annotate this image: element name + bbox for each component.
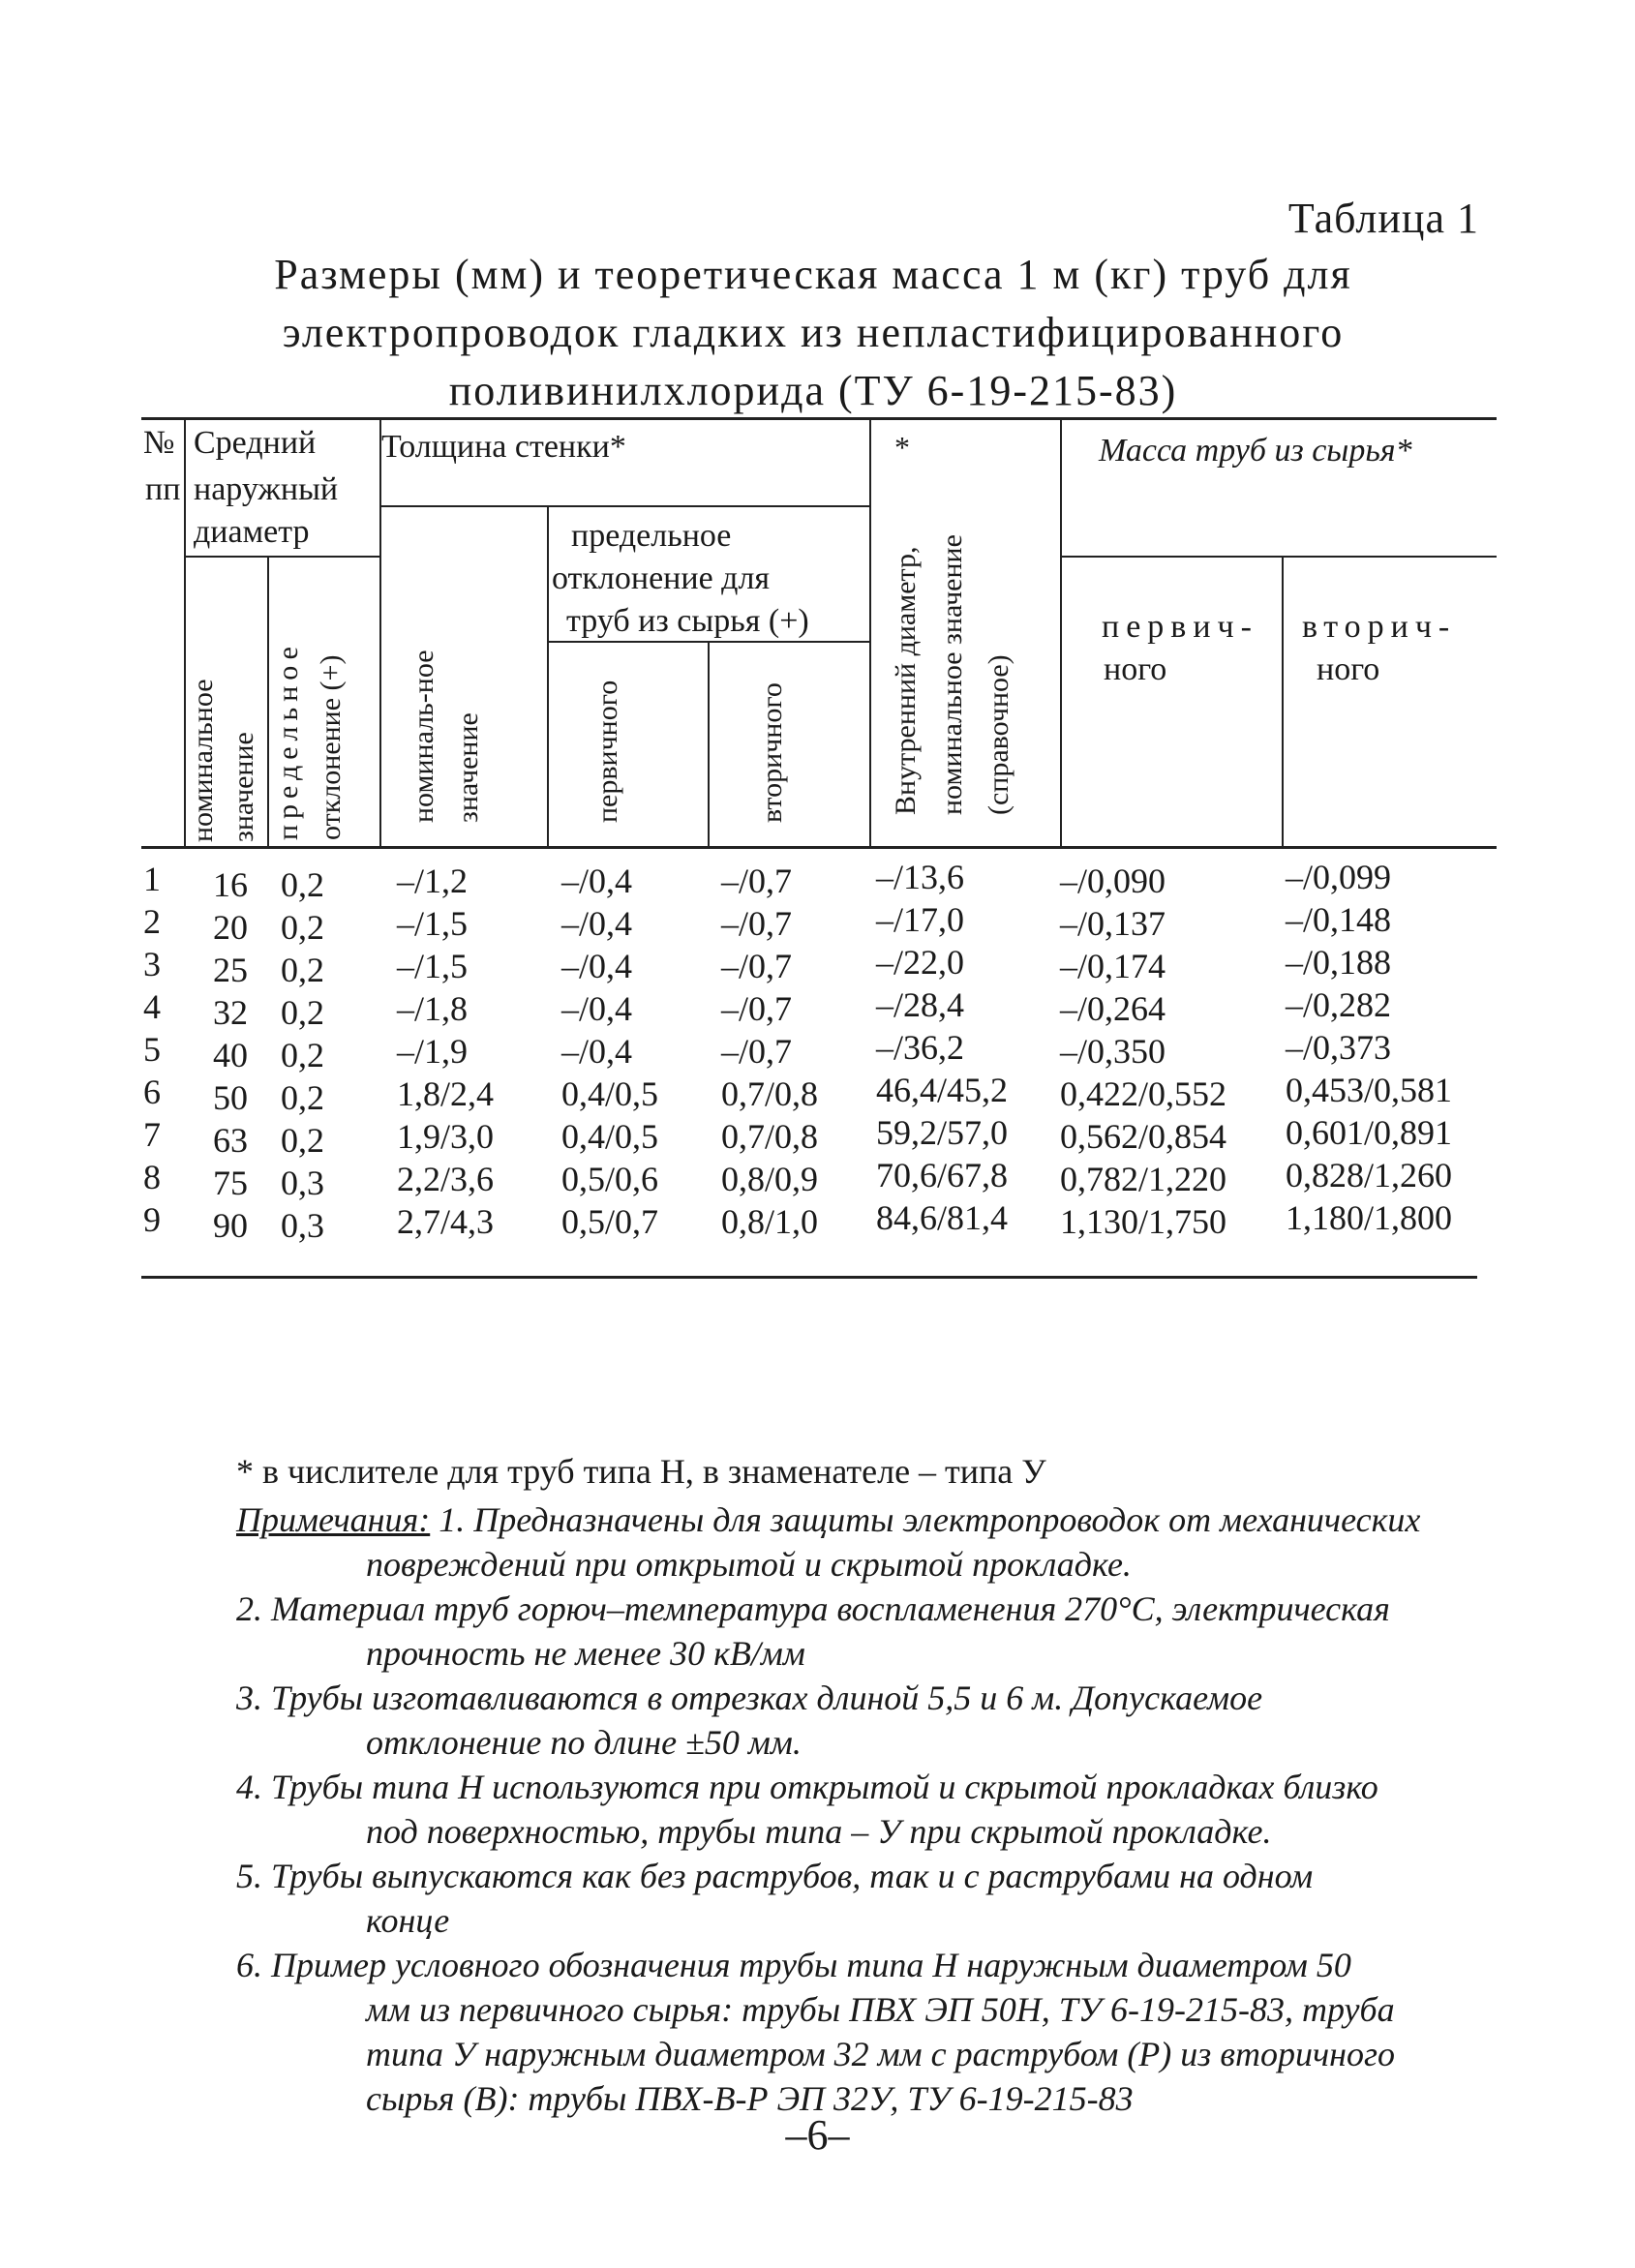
cell-inner: 46,4/45,2 xyxy=(876,1071,1009,1109)
header-bottom-border xyxy=(141,846,1497,849)
header-wall-secondary: вторичного xyxy=(756,682,788,823)
note-6-line-1: 6. Пример условного обозначения трубы типа Н наружным диаметром 50 xyxy=(236,1946,1351,1984)
cell-wall-primary: –/0,4 xyxy=(561,989,633,1028)
note-1-line-1: 1. Предназначены для защиты электропроводок от механических xyxy=(430,1500,1421,1539)
note-1 xyxy=(236,1498,1420,1541)
note-6-line-2: мм из первичного сырья: трубы ПВХ ЭП 50Н, ТУ 6-19-215-83, труба xyxy=(366,1990,1395,2029)
cell-diam: 32 xyxy=(213,993,248,1032)
cell-wall-primary: 0,4/0,5 xyxy=(561,1074,659,1113)
cell-wall-secondary: –/0,7 xyxy=(721,989,793,1028)
cell-wall-primary: –/0,4 xyxy=(561,1032,633,1071)
note-4-line-1: 4. Трубы типа Н используются при открытой и скрытой прокладках близко xyxy=(236,1768,1378,1806)
table-title-line-2: электропроводок гладких из непластифицированного xyxy=(282,309,1345,356)
header-wall-nominal-1: номиналь-ное xyxy=(408,650,439,823)
cell-mass-secondary: –/0,373 xyxy=(1286,1028,1392,1067)
cell-diam: 63 xyxy=(213,1121,248,1160)
cell-diam: 90 xyxy=(213,1206,248,1245)
note-6-line-4: сырья (В): трубы ПВХ-В-Р ЭП 32У, ТУ 6-19-215-83 xyxy=(366,2079,1134,2118)
cell-diam-dev: 0,2 xyxy=(281,1078,324,1117)
cell-inner: –/28,4 xyxy=(876,985,965,1024)
header-inner-star: * xyxy=(894,430,910,465)
note-5-line-1: 5. Трубы выпускаются как без раструбов, так и с раструбами на одном xyxy=(236,1857,1314,1895)
header-wall-nominal-2: значение xyxy=(452,712,484,823)
cell-mass-primary: –/0,350 xyxy=(1060,1032,1166,1071)
cell-wall-secondary: 0,8/1,0 xyxy=(721,1202,819,1241)
cell-diam-dev: 0,2 xyxy=(281,1036,324,1074)
cell-wall-primary: –/0,4 xyxy=(561,904,633,943)
diam-header-divider xyxy=(184,556,379,558)
cell-wall-secondary: –/0,7 xyxy=(721,904,793,943)
cell-mass-primary: –/0,264 xyxy=(1060,989,1166,1028)
cell-diam: 25 xyxy=(213,951,248,989)
cell-inner: –/17,0 xyxy=(876,900,965,939)
note-3-line-2: отклонение по длине ±50 мм. xyxy=(366,1723,802,1762)
cell-diam: 16 xyxy=(213,865,248,904)
notes-label: Примечания: xyxy=(236,1500,431,1539)
cell-mass-primary: 1,130/1,750 xyxy=(1060,1202,1227,1241)
col-sep-mass-prim xyxy=(1282,557,1284,848)
cell-wall-secondary: 0,7/0,8 xyxy=(721,1074,819,1113)
note-6-line-3: типа У наружным диаметром 32 мм с раструбом (Р) из вторичного xyxy=(366,2035,1396,2073)
cell-diam-dev: 0,3 xyxy=(281,1206,324,1245)
cell-num: 3 xyxy=(143,945,161,983)
cell-wall: –/1,9 xyxy=(397,1032,469,1071)
header-num-1: № xyxy=(143,425,175,461)
cell-wall-primary: 0,4/0,5 xyxy=(561,1117,659,1156)
header-inner-2: номинальное значение xyxy=(936,534,968,815)
header-diam-2: наружный xyxy=(194,471,339,507)
cell-mass-secondary: –/0,282 xyxy=(1286,985,1392,1024)
cell-wall-secondary: 0,7/0,8 xyxy=(721,1117,819,1156)
cell-num: 6 xyxy=(143,1073,161,1111)
header-wall: Толщина стенки* xyxy=(381,429,626,465)
table-title-line-3: поливинилхлорида (ТУ 6-19-215-83) xyxy=(448,367,1178,414)
col-sep-inner xyxy=(869,417,871,848)
wall-header-divider xyxy=(379,505,869,507)
header-diam-1: Средний xyxy=(194,425,317,461)
cell-inner: –/22,0 xyxy=(876,943,965,982)
cell-wall-secondary: –/0,7 xyxy=(721,1032,793,1071)
cell-num: 5 xyxy=(143,1030,161,1069)
cell-wall-primary: –/0,4 xyxy=(561,862,633,900)
cell-num: 9 xyxy=(143,1200,161,1239)
note-2-line-1: 2. Материал труб горюч–температура воспламенения 270°С, электрическая xyxy=(236,1589,1390,1628)
cell-diam: 20 xyxy=(213,908,248,947)
cell-mass-secondary: 0,828/1,260 xyxy=(1286,1156,1453,1194)
cell-diam-dev: 0,2 xyxy=(281,865,324,904)
cell-wall-secondary: –/0,7 xyxy=(721,862,793,900)
cell-mass-primary: 0,562/0,854 xyxy=(1060,1117,1227,1156)
note-star: * в числителе для труб типа Н, в знаменателе – типа У xyxy=(236,1452,1046,1491)
header-diam-nominal-2: значение xyxy=(227,732,259,842)
page-number: –6– xyxy=(785,2111,850,2159)
header-diam-dev-2: отклонение (+) xyxy=(315,654,347,840)
cell-diam-dev: 0,2 xyxy=(281,908,324,947)
cell-inner: –/13,6 xyxy=(876,858,965,896)
cell-num: 4 xyxy=(143,987,161,1026)
header-num-2: пп xyxy=(145,471,181,507)
cell-wall: 2,2/3,6 xyxy=(397,1160,495,1198)
cell-mass-secondary: 0,601/0,891 xyxy=(1286,1113,1453,1152)
cell-num: 7 xyxy=(143,1115,161,1154)
cell-inner: 59,2/57,0 xyxy=(876,1113,1009,1152)
cell-inner: 70,6/67,8 xyxy=(876,1156,1009,1194)
cell-diam-dev: 0,2 xyxy=(281,1121,324,1160)
cell-diam-dev: 0,2 xyxy=(281,951,324,989)
header-inner-1: Внутренний диаметр, xyxy=(890,546,922,815)
header-mass-primary-2: ного xyxy=(1104,651,1167,687)
cell-diam: 50 xyxy=(213,1078,248,1117)
col-sep-wall-prim xyxy=(708,642,710,848)
cell-wall-primary: 0,5/0,7 xyxy=(561,1202,659,1241)
cell-diam: 75 xyxy=(213,1164,248,1202)
cell-mass-primary: –/0,174 xyxy=(1060,947,1166,985)
cell-wall: –/1,8 xyxy=(397,989,469,1028)
cell-wall: –/1,5 xyxy=(397,947,469,985)
header-diam-dev-1: предельное xyxy=(272,641,304,840)
table-bottom-border xyxy=(141,1276,1477,1279)
cell-diam-dev: 0,2 xyxy=(281,993,324,1032)
header-mass-secondary-2: ного xyxy=(1317,651,1380,687)
note-2-line-2: прочность не менее 30 кВ/мм xyxy=(366,1634,805,1673)
cell-wall-secondary: 0,8/0,9 xyxy=(721,1160,819,1198)
note-4-line-2: под поверхностью, трубы типа – У при скрытой прокладке. xyxy=(366,1812,1272,1851)
header-wall-dev-1: предельное xyxy=(571,518,732,554)
header-wall-primary: первичного xyxy=(591,680,623,823)
cell-wall: –/1,5 xyxy=(397,904,469,943)
table-label: Таблица 1 xyxy=(1287,195,1479,242)
header-mass: Масса труб из сырья* xyxy=(1099,433,1412,469)
cell-inner: –/36,2 xyxy=(876,1028,965,1067)
cell-mass-secondary: 1,180/1,800 xyxy=(1286,1198,1453,1237)
note-3-line-1: 3. Трубы изготавливаются в отрезках длиной 5,5 и 6 м. Допускаемое xyxy=(236,1678,1263,1717)
cell-mass-primary: 0,422/0,552 xyxy=(1060,1074,1227,1113)
col-sep-mass xyxy=(1060,417,1062,848)
cell-mass-secondary: –/0,148 xyxy=(1286,900,1392,939)
cell-num: 2 xyxy=(143,902,161,941)
cell-wall: –/1,2 xyxy=(397,862,469,900)
cell-num: 8 xyxy=(143,1158,161,1196)
header-diam-nominal-1: номинальное xyxy=(187,679,219,842)
cell-wall: 1,8/2,4 xyxy=(397,1074,495,1113)
cell-diam-dev: 0,3 xyxy=(281,1164,324,1202)
cell-mass-primary: –/0,137 xyxy=(1060,904,1166,943)
cell-mass-secondary: –/0,099 xyxy=(1286,858,1392,896)
cell-diam: 40 xyxy=(213,1036,248,1074)
table-title-line-1: Размеры (мм) и теоретическая масса 1 м (кг) труб для xyxy=(274,251,1352,298)
cell-mass-primary: 0,782/1,220 xyxy=(1060,1160,1227,1198)
cell-wall-primary: 0,5/0,6 xyxy=(561,1160,659,1198)
table-top-border xyxy=(141,417,1497,420)
col-sep-diam xyxy=(267,557,269,848)
cell-mass-secondary: –/0,188 xyxy=(1286,943,1392,982)
col-sep-wall-dev xyxy=(547,506,549,848)
cell-mass-secondary: 0,453/0,581 xyxy=(1286,1071,1453,1109)
note-1-line-2: повреждений при открытой и скрытой прокладке. xyxy=(366,1545,1132,1584)
header-mass-primary-1: первич- xyxy=(1102,609,1258,645)
cell-wall: 2,7/4,3 xyxy=(397,1202,495,1241)
mass-header-divider xyxy=(1060,556,1497,558)
header-mass-secondary-1: вторич- xyxy=(1302,609,1457,645)
cell-mass-primary: –/0,090 xyxy=(1060,862,1166,900)
cell-wall-primary: –/0,4 xyxy=(561,947,633,985)
cell-wall-secondary: –/0,7 xyxy=(721,947,793,985)
cell-inner: 84,6/81,4 xyxy=(876,1198,1009,1237)
header-wall-dev-2: отклонение для xyxy=(552,560,771,596)
cell-num: 1 xyxy=(143,860,161,898)
header-inner-3: (справочное) xyxy=(983,654,1014,815)
col-sep-wall xyxy=(379,417,381,848)
cell-wall: 1,9/3,0 xyxy=(397,1117,495,1156)
header-wall-dev-3: труб из сырья (+) xyxy=(566,603,809,639)
header-diam-3: диаметр xyxy=(194,514,310,550)
note-5-line-2: конце xyxy=(366,1901,450,1940)
